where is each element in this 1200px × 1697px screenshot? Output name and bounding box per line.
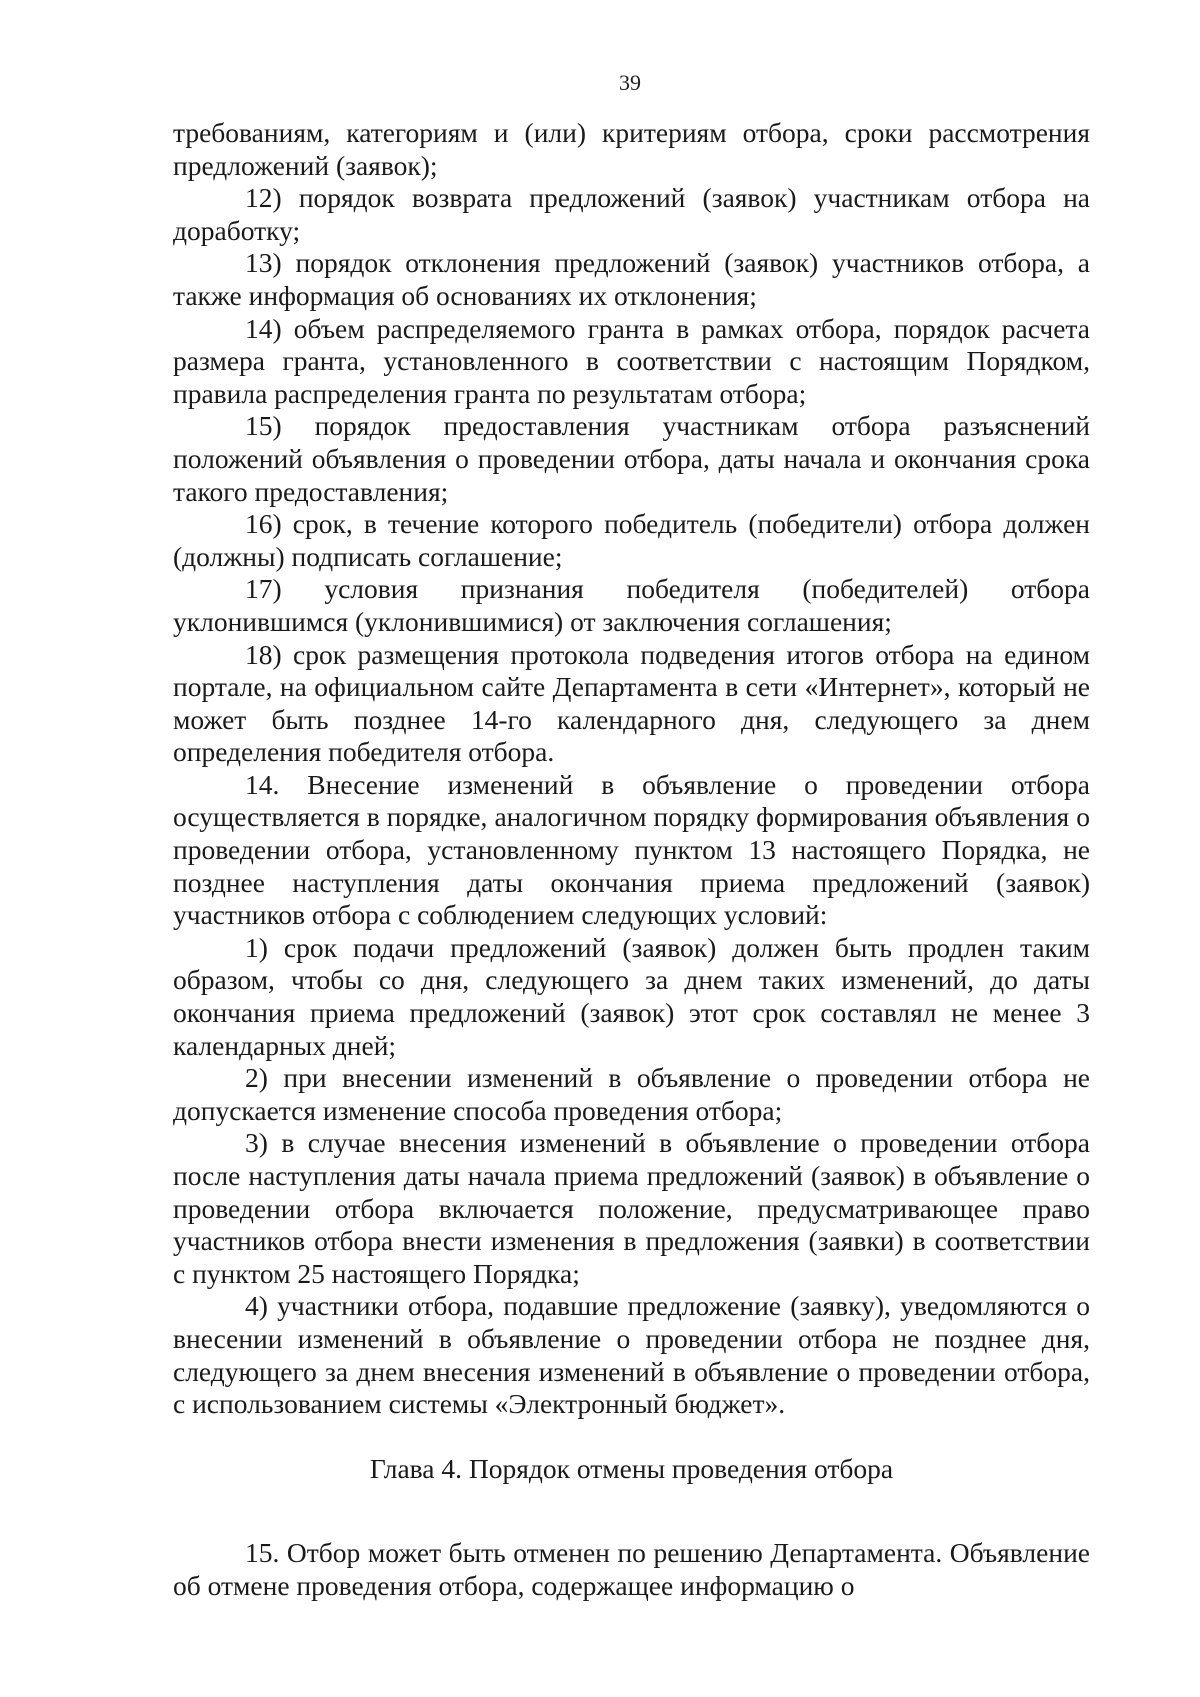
chapter-heading: Глава 4. Порядок отмены проведения отбора <box>369 1453 894 1484</box>
paragraph: 2) при внесении изменений в объявление о проведении отбора не допускается изменение способа проведения отбора; <box>173 1062 1090 1126</box>
paragraph: требованиям, категориям и (или) критериям отбора, сроки рассмотрения предложений (заявок); <box>173 117 1090 181</box>
document-body <box>173 117 1090 1421</box>
page-number: 39 <box>619 70 641 95</box>
paragraph: 16) срок, в течение которого победитель (победители) отбора должен (должны) подписать соглашение; <box>173 508 1090 572</box>
paragraph: 12) порядок возврата предложений (заявок) участникам отбора на доработку; <box>173 182 1090 246</box>
paragraph: 18) срок размещения протокола подведения итогов отбора на едином портале, на официальном сайте Департамента в сети «Интернет», который не может быть позднее 14-го календарного дня, следующего за днем определения победителя отбора. <box>173 638 1090 768</box>
paragraph: 1) срок подачи предложений (заявок) должен быть продлен таким образом, чтобы со дня, следующего за днем таких изменений, до даты окончания приема предложений (заявок) этот срок составлял не менее 3 календарных дней; <box>173 931 1090 1061</box>
paragraph: 15. Отбор может быть отменен по решению Департамента. Объявление об отмене проведения отбора, содержащее информацию о <box>173 1537 1090 1601</box>
paragraph: 4) участники отбора, подавшие предложение (заявку), уведомляются о внесении изменений в объявление о проведении отбора не позднее дня, следующего за днем внесения изменений в объявление о проведении отбора, с использованием системы «Электронный бюджет». <box>173 1290 1090 1420</box>
paragraph: 3) в случае внесения изменений в объявление о проведении отбора после наступления даты начала приема предложений (заявок) в объявление о проведении отбора включается положение, предусматривающее право участников отбора внести изменения в предложения (заявки) в соответствии с пунктом 25 настоящего Порядка; <box>173 1127 1090 1289</box>
paragraph: 13) порядок отклонения предложений (заявок) участников отбора, а также информация об основаниях их отклонения; <box>173 247 1090 311</box>
paragraph: 14. Внесение изменений в объявление о проведении отбора осуществляется в порядке, аналогичном порядку формирования объявления о проведении отбора, установленному пунктом 13 настоящего Порядка, не позднее наступления даты окончания приема предложений (заявок) участников отбора с соблюдением следующих условий: <box>173 768 1090 931</box>
paragraph: 17) условия признания победителя (победителей) отбора уклонившимся (уклонившимися) от заключения соглашения; <box>173 573 1090 637</box>
paragraph: 15) порядок предоставления участникам отбора разъяснений положений объявления о проведении отбора, даты начала и окончания срока такого предоставления; <box>173 410 1090 507</box>
chapter-body <box>173 1537 1090 1602</box>
paragraph: 14) объем распределяемого гранта в рамках отбора, порядок расчета размера гранта, установленного в соответствии с настоящим Порядком, правила распределения гранта по результатам отбора; <box>173 312 1090 409</box>
